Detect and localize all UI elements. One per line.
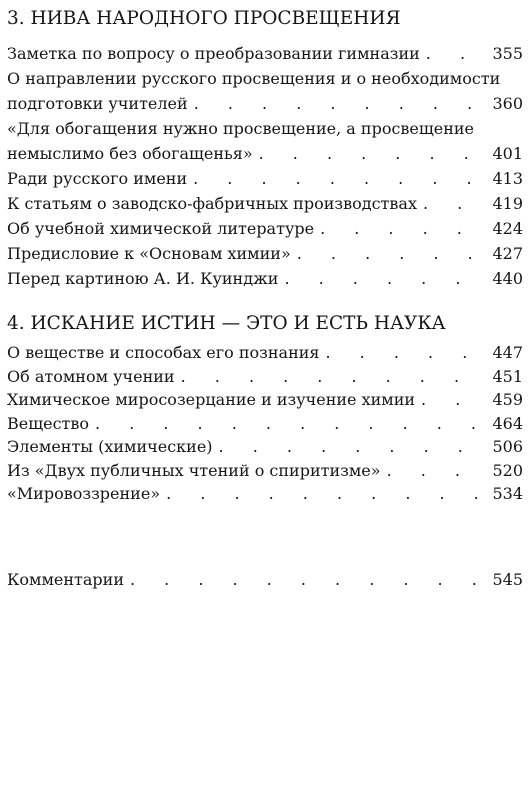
- entry-page: 424: [492, 219, 523, 238]
- entry-page: 360: [492, 94, 523, 113]
- section-title: 3. НИВА НАРОДНОГО ПРОСВЕЩЕНИЯ: [7, 8, 401, 29]
- entry-title: «Мировоззрение»: [7, 484, 161, 503]
- toc-entry-line2: [7, 91, 523, 116]
- dot-leader: [187, 166, 486, 191]
- entry-title: Вещество: [7, 413, 90, 433]
- toc-entry-line1: [7, 66, 523, 91]
- dot-leader: [314, 216, 486, 241]
- entry-page: 401: [492, 144, 523, 163]
- dot-leader: [278, 266, 486, 291]
- toc-entry: [7, 567, 523, 592]
- dot-leader: [124, 567, 486, 592]
- entry-page: 545: [492, 570, 523, 589]
- entry-title: Элементы (химические): [7, 437, 213, 456]
- entry-title: К статьям о заводско-фабричных производствах: [7, 194, 417, 213]
- section-entries: [7, 41, 523, 291]
- entry-title-continuation: подготовки учителей: [7, 94, 188, 113]
- dot-leader: [420, 41, 487, 66]
- entry-title: О веществе и способах его познания: [7, 343, 320, 362]
- toc-section-3: [7, 7, 523, 291]
- dot-leader: [417, 191, 486, 216]
- entry-title: Ради русского имени: [7, 169, 188, 188]
- entry-title: «Для обогащения нужно просвещение, а просвещение: [7, 119, 475, 138]
- section-title: 4. ИСКАНИЕ ИСТИН — ЭТО И ЕСТЬ НАУКА: [7, 313, 446, 334]
- entry-page: 427: [492, 244, 523, 263]
- entry-page: 464: [492, 413, 523, 433]
- toc-entry: [7, 41, 523, 66]
- toc-entry: [7, 435, 523, 459]
- toc-entry: [7, 482, 523, 506]
- entry-title: Из «Двух публичных чтений о спиритизме»: [7, 460, 381, 480]
- toc-entry: [7, 241, 523, 266]
- entry-page: 419: [492, 194, 523, 213]
- entry-page: 447: [492, 343, 523, 362]
- toc-entry: [7, 412, 523, 436]
- toc-section-4: [7, 312, 523, 506]
- toc-entry: [7, 166, 523, 191]
- toc-entry-line1: [7, 116, 523, 141]
- entry-title: Химическое миросозерцание и изучение химии: [7, 390, 416, 409]
- dot-leader: [89, 412, 486, 436]
- entry-page: 506: [492, 437, 523, 456]
- entry-title: Об учебной химической литературе: [7, 219, 315, 238]
- toc-entry: [7, 191, 523, 216]
- entry-page: 520: [492, 460, 523, 480]
- toc-entry: [7, 266, 523, 291]
- section-entries: [7, 341, 523, 506]
- toc-entry: [7, 216, 523, 241]
- entry-title: Перед картиною А. И. Куинджи: [7, 269, 279, 288]
- entry-page: 355: [492, 44, 523, 63]
- toc-entry-line2: [7, 141, 523, 166]
- dot-leader: [291, 241, 487, 266]
- entry-page: 459: [492, 390, 523, 409]
- entry-page: 451: [492, 366, 523, 386]
- dot-leader: [160, 482, 486, 506]
- dot-leader: [175, 365, 487, 389]
- entry-page: 440: [492, 269, 523, 288]
- entry-page: 534: [492, 484, 523, 503]
- entry-title: Об атомном учении: [7, 366, 175, 386]
- toc-commentary: [7, 567, 523, 592]
- toc-entry: [7, 459, 523, 483]
- dot-leader: [320, 341, 487, 365]
- dot-leader: [253, 141, 487, 166]
- entry-title: Предисловие к «Основам химии»: [7, 244, 291, 263]
- entry-title-continuation: немыслимо без обогащенья»: [7, 144, 253, 163]
- entry-title: Заметка по вопросу о преобразовании гимназии: [7, 44, 420, 63]
- entry-page: 413: [492, 169, 523, 188]
- dot-leader: [188, 91, 487, 116]
- toc-entry: [7, 341, 523, 365]
- dot-leader: [381, 459, 487, 483]
- entry-title: Комментарии: [7, 570, 124, 589]
- dot-leader: [213, 435, 487, 459]
- toc-entry: [7, 388, 523, 412]
- dot-leader: [415, 388, 486, 412]
- entry-title: О направлении русского просвещения и о необходимости: [7, 69, 501, 88]
- toc-entry: [7, 365, 523, 389]
